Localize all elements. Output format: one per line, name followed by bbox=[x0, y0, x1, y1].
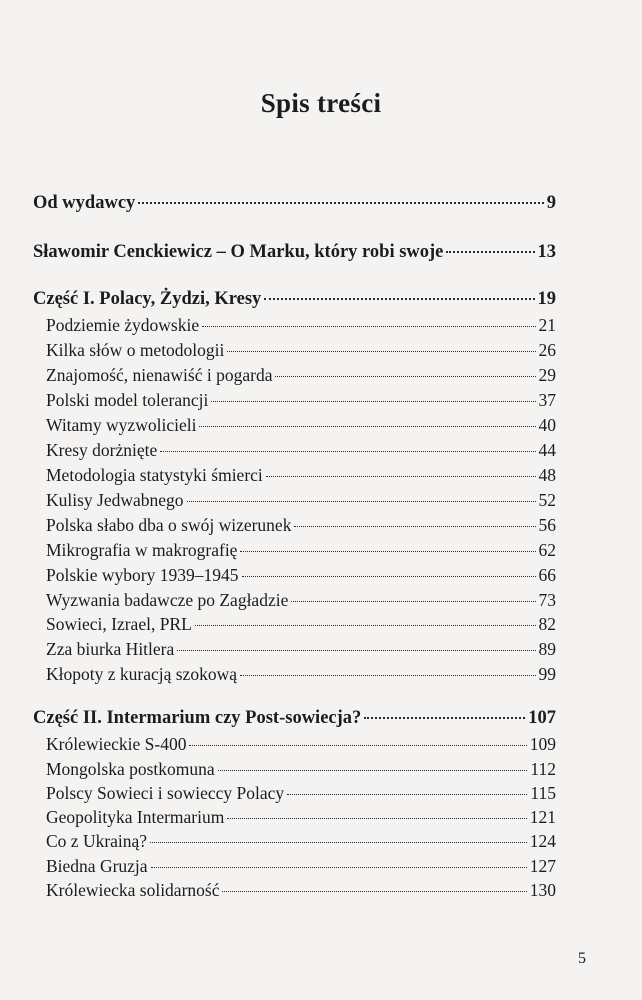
dot-leader bbox=[240, 551, 535, 552]
toc-entry-title: Kulisy Jedwabnego bbox=[46, 490, 184, 510]
toc-entry bbox=[33, 831, 556, 852]
toc-entry bbox=[33, 614, 556, 635]
toc-entry-title: Kłopoty z kuracją szokową bbox=[46, 664, 237, 684]
toc-entry bbox=[33, 490, 556, 511]
toc-entry-title: Polski model tolerancji bbox=[46, 390, 209, 410]
toc-section-entry bbox=[33, 289, 556, 310]
toc-entry bbox=[33, 390, 556, 411]
toc-entry bbox=[33, 440, 556, 461]
toc-entry-title: Biedna Gruzja bbox=[46, 856, 148, 876]
toc-entry-title: Polskie wybory 1939–1945 bbox=[46, 565, 239, 585]
dot-leader bbox=[242, 576, 536, 577]
toc-entry-page: 115 bbox=[530, 783, 556, 803]
page-title: Spis treści bbox=[260, 88, 382, 118]
toc-entry-page: 56 bbox=[538, 515, 556, 535]
toc-entry-title: Część II. Intermarium czy Post-sowiecja? bbox=[33, 708, 362, 728]
toc-entry-page: 124 bbox=[529, 831, 556, 851]
dot-leader bbox=[218, 770, 528, 771]
dot-leader bbox=[227, 818, 526, 819]
dot-leader bbox=[446, 251, 534, 253]
page-number: 5 bbox=[578, 950, 586, 967]
toc-section-entry bbox=[33, 242, 556, 263]
toc-entry-page: 21 bbox=[538, 315, 556, 335]
toc-entry-title: Mikrografia w makrografię bbox=[46, 540, 238, 560]
toc-entry-page: 107 bbox=[528, 708, 556, 728]
dot-leader bbox=[222, 891, 526, 892]
toc-entry-title: Od wydawcy bbox=[33, 193, 136, 213]
toc-entry bbox=[33, 340, 556, 361]
toc-entry bbox=[33, 315, 556, 336]
dot-leader bbox=[195, 625, 536, 626]
toc-entry-page: 66 bbox=[538, 565, 556, 585]
toc-entry bbox=[33, 465, 556, 486]
toc-entry-title: Sławomir Cenckiewicz – O Marku, który robi swoje bbox=[33, 242, 444, 262]
toc-entry bbox=[33, 734, 556, 755]
toc-entry-title: Kresy dorżnięte bbox=[46, 440, 158, 460]
dot-leader bbox=[264, 298, 534, 300]
dot-leader bbox=[364, 717, 525, 719]
toc-entry-title: Polska słabo dba o swój wizerunek bbox=[46, 515, 292, 535]
toc-entry bbox=[33, 590, 556, 611]
toc-entry-title: Witamy wyzwolicieli bbox=[46, 415, 197, 435]
toc-entry bbox=[33, 807, 556, 828]
dot-leader bbox=[291, 601, 535, 602]
toc-entry bbox=[33, 515, 556, 536]
toc-entry-page: 99 bbox=[538, 664, 556, 684]
toc-entry-page: 112 bbox=[530, 759, 556, 779]
toc-entry-page: 29 bbox=[538, 365, 556, 385]
toc-entry-title: Znajomość, nienawiść i pogarda bbox=[46, 365, 273, 385]
dot-leader bbox=[151, 867, 527, 868]
toc-entry-title: Geopolityka Intermarium bbox=[46, 807, 225, 827]
toc-entry-page: 9 bbox=[546, 193, 556, 213]
toc-entry-page: 130 bbox=[529, 880, 556, 900]
toc-entry bbox=[33, 783, 556, 804]
toc-entry bbox=[33, 365, 556, 386]
toc-entry-title: Mongolska postkomuna bbox=[46, 759, 215, 779]
toc-entry bbox=[33, 565, 556, 586]
dot-leader bbox=[294, 526, 535, 527]
dot-leader bbox=[227, 351, 535, 352]
toc-entry-title: Metodologia statystyki śmierci bbox=[46, 465, 263, 485]
toc-entry bbox=[33, 540, 556, 561]
toc-entry-title: Wyzwania badawcze po Zagładzie bbox=[46, 590, 289, 610]
toc-entry-page: 127 bbox=[529, 856, 556, 876]
toc-entry-page: 62 bbox=[538, 540, 556, 560]
toc-entry-page: 48 bbox=[538, 465, 556, 485]
dot-leader bbox=[150, 842, 527, 843]
toc-entry-page: 52 bbox=[538, 490, 556, 510]
toc-entry bbox=[33, 759, 556, 780]
toc-entry-page: 19 bbox=[537, 289, 556, 309]
toc-entry-page: 40 bbox=[538, 415, 556, 435]
toc-entry-title: Królewieckie S-400 bbox=[46, 734, 187, 754]
toc-entry-page: 26 bbox=[538, 340, 556, 360]
dot-leader bbox=[138, 202, 543, 204]
toc-entry-title: Polscy Sowieci i sowieccy Polacy bbox=[46, 783, 285, 803]
toc-entry bbox=[33, 415, 556, 436]
toc-section-entry bbox=[33, 193, 556, 214]
dot-leader bbox=[177, 650, 535, 651]
toc-section-entry bbox=[33, 708, 556, 729]
toc-entry-title: Sowieci, Izrael, PRL bbox=[46, 614, 192, 634]
toc-entry-page: 13 bbox=[537, 242, 556, 262]
dot-leader bbox=[240, 675, 536, 676]
toc-entry-page: 73 bbox=[538, 590, 556, 610]
toc-entry-title: Co z Ukrainą? bbox=[46, 831, 148, 851]
dot-leader bbox=[189, 745, 526, 746]
toc-entry bbox=[33, 664, 556, 685]
dot-leader bbox=[187, 501, 536, 502]
toc-entry-title: Królewiecka solidarność bbox=[46, 880, 220, 900]
toc-entry-page: 121 bbox=[529, 807, 556, 827]
toc-entry-title: Część I. Polacy, Żydzi, Kresy bbox=[33, 289, 262, 309]
dot-leader bbox=[199, 426, 535, 427]
toc-entry-page: 37 bbox=[538, 390, 556, 410]
toc-entry-page: 82 bbox=[538, 614, 556, 634]
toc-entry-page: 44 bbox=[538, 440, 556, 460]
toc-entry-title: Podziemie żydowskie bbox=[46, 315, 200, 335]
toc-entry-title: Kilka słów o metodologii bbox=[46, 340, 225, 360]
dot-leader bbox=[211, 401, 535, 402]
dot-leader bbox=[266, 476, 536, 477]
toc-entry-page: 89 bbox=[538, 639, 556, 659]
dot-leader bbox=[160, 451, 535, 452]
dot-leader bbox=[202, 326, 535, 327]
toc-entry-page: 109 bbox=[529, 734, 556, 754]
toc-entry-title: Zza biurka Hitlera bbox=[46, 639, 175, 659]
toc-entry bbox=[33, 856, 556, 877]
dot-leader bbox=[287, 794, 527, 795]
toc-entry bbox=[33, 880, 556, 901]
dot-leader bbox=[275, 376, 535, 377]
toc-entry bbox=[33, 639, 556, 660]
